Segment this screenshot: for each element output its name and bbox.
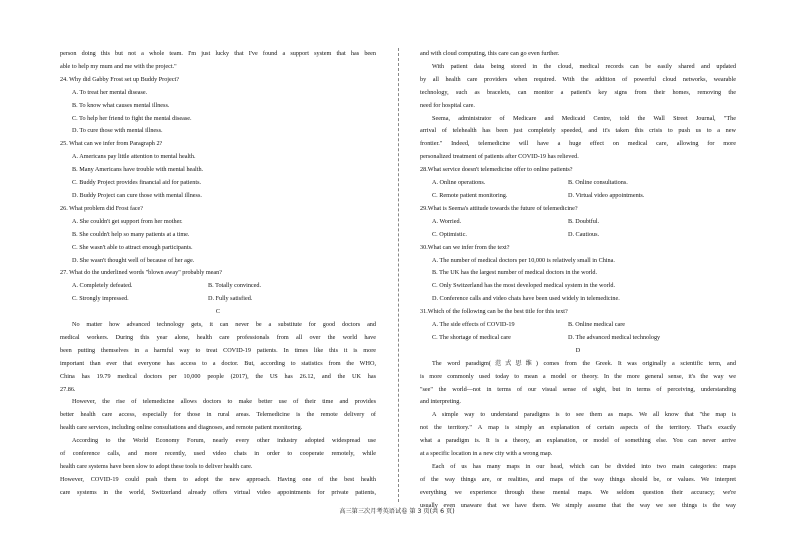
option-a: C. Remote patient monitoring. (432, 191, 508, 199)
left-line: A. To treat her mental disease. (72, 88, 148, 96)
option-a: A. The side effects of COVID-19 (432, 321, 515, 329)
left-line: 27.86. (60, 385, 76, 393)
left-line: China has 19.79 medical doctors per 10,000 people (2017), the US has 26.12, and the UK has (60, 372, 376, 380)
right-line (420, 190, 736, 203)
right-line: D (575, 346, 581, 354)
right-line: Each of us has many maps in our head, which can be divided into two main categories: maps (432, 463, 736, 470)
right-line: 29.What is Seema's attitude towards the future of telemedicine? (420, 204, 578, 212)
left-line: medical workers. During this year alone, health care professionals from all over the world have (60, 333, 376, 341)
option-b: B. Online medical care (568, 321, 626, 329)
left-line: However, the rise of telemedicine allows doctors to make better use of their time and provides (72, 398, 376, 406)
left-line: 25. What can we infer from Paragraph 2? (60, 140, 163, 148)
left-line: B. Many Americans have trouble with mental health. (72, 166, 204, 174)
right-line: A simple way to understand paradigms is to see them as maps. We all know that "the map is (432, 411, 736, 419)
left-line: better health care access, especially for those in rural areas. Telemedicine is the remote delivery of (60, 411, 376, 419)
right-line: at a specific location in a new city with a wrong map. (420, 450, 553, 458)
right-line: by all health care providers when required. With the addition of powerful cloud networks, wearable (420, 75, 736, 83)
right-line: C. Only Switzerland has the most developed medical system in the world. (432, 282, 616, 290)
right-line: 30.What can we infer from the text? (420, 243, 510, 251)
left-line: D. She wasn't thought well of because of her age. (72, 256, 195, 264)
left-line: D. Buddy Project can cure those with mental illness. (72, 191, 202, 199)
right-line: Seema, administrator of Medicare and Medicaid Centre, told the Wall Street Journal, "The (432, 114, 736, 122)
left-line: health care systems have been slow to adopt these tools to deliver health care. (60, 463, 253, 470)
left-line (60, 280, 376, 293)
option-a: A. Worried. (432, 217, 462, 225)
right-line (420, 216, 736, 229)
left-line: of conference calls, and more recently, used video chats in order to cooperate remotely, while (60, 450, 376, 458)
left-line (60, 293, 376, 306)
option-b: B. Doubtful. (568, 217, 600, 225)
left-line: D. To cure those with mental illness. (72, 127, 163, 135)
left-line: B. To know what causes mental illness. (72, 101, 170, 109)
right-line: is more commonly used today to mean a model or theory. In the more general sense, it's the way we (420, 372, 736, 380)
right-line: D. Conference calls and video chats have been used widely in telemedicine. (432, 295, 620, 303)
right-line: personalized treatment of patients after COVID-19 has relieved. (420, 153, 579, 161)
right-line: need for hospital care. (420, 101, 475, 109)
option-b: D. Fully satisfied. (208, 295, 253, 303)
right-line: B. The UK has the largest number of medical doctors in the world. (432, 269, 598, 277)
option-a: A. Online operations. (432, 179, 486, 187)
left-line: 26. What problem did Frost face? (60, 204, 144, 212)
left-line: However, COVID-19 could push them to adopt the new approach. Having one of the best health (60, 475, 376, 483)
right-line: frontier." Indeed, telemedicine will have a huge effect on medical care, allowing for more (420, 140, 736, 148)
left-line: been putting themselves in a harmful way to treat COVID-19 patients. In times like this it is more (60, 346, 376, 354)
left-line: C (215, 308, 221, 316)
right-line: not the territory." A map is simply an explanation of certain aspects of the territory. That's exactly (420, 424, 736, 432)
right-line: and with cloud computing, this care can go even further. (420, 50, 560, 57)
right-line: A. The number of medical doctors per 10,000 is relatively small in China. (432, 256, 615, 264)
left-line: B. She couldn't help so many patients at a time. (72, 230, 190, 238)
left-line: A. Americans pay little attention to mental health. (72, 153, 196, 161)
left-line: 27. What do the underlined words "blown away" probably mean? (60, 269, 222, 277)
option-b: D. Virtual video appointments. (568, 191, 645, 199)
right-line: technology, such as bracelets, can monitor a patient's key signs from their homes, removing the (420, 88, 736, 96)
left-column (60, 48, 376, 500)
left-line: A. She couldn't get support from her mother. (72, 217, 183, 225)
page-footer: 高三第三次月考英语试卷 第 3 页(共 6 页) (339, 508, 455, 515)
column-divider (398, 48, 399, 502)
right-line: The word paradigm(范式思维) comes from the Greek. It was originally a scientific term, and (432, 359, 736, 367)
right-line: arrival of telehealth has been just completely speeded, and it's taken this crisis to push us to a new (420, 127, 736, 135)
right-line: 31.Which of the following can be the best title for this text? (420, 308, 568, 316)
right-line: 28.What service doesn't telemedicine offer to online patients? (420, 166, 573, 174)
right-line: usually even unaware that we have them. We simply assume that the way we see things is the way (420, 501, 736, 509)
right-line: everything we experience through these mental maps. We seldom question their accuracy; we're (420, 488, 736, 496)
option-a: A. Completely defeated. (72, 282, 133, 290)
option-a: C. Strongly impressed. (72, 295, 129, 303)
right-line: what a paradigm is. It is a theory, an explanation, or model of something else. You can never arrive (420, 437, 736, 445)
right-line (420, 229, 736, 242)
right-line: With patient data being stored in the cloud, medical records can be easily shared and updated (432, 62, 736, 70)
right-line: and interpreting. (420, 398, 461, 406)
left-line: person doing this but not a whole team. I'm just lucky that I've found a support system that has been (60, 50, 376, 57)
option-b: D. Cautious. (568, 230, 600, 238)
left-line: care systems in the world, Switzerland already offers virtual video appointments for private patients, (60, 488, 376, 496)
left-line: able to help my mum and me with the project." (60, 62, 177, 70)
right-line: of the way things are, or realities, and maps of the way things should be, or values. We interpret (420, 475, 736, 483)
left-line: C. She wasn't able to attract enough participants. (72, 243, 193, 251)
option-b: D. The advanced medical technology (568, 333, 661, 341)
left-line: important than ever that everyone has access to a doctor. But, according to statistics from the WHO, (60, 359, 376, 367)
right-line (420, 332, 736, 345)
left-line: health care services, including online consultations and diagnoses, and remote patient monitoring. (60, 424, 303, 432)
left-line: No matter how advanced technology gets, it can never be a substitute for good doctors and (72, 321, 376, 329)
left-line: C. Buddy Project provides financial aid for patients. (72, 179, 202, 187)
right-line (420, 177, 736, 190)
left-line: According to the World Economy Forum, nearly every other industry adopted widespread use (72, 437, 376, 445)
right-line (420, 319, 736, 332)
option-b: B. Online consultations. (568, 179, 628, 187)
left-line: C. To help her friend to fight the mental disease. (72, 114, 192, 122)
right-line: "see" the world—not in terms of our visual sense of sight, but in terms of perceiving, understanding (420, 385, 736, 393)
left-line: 24. Why did Gabby Frost set up Buddy Project? (60, 75, 179, 83)
option-a: C. Optimistic. (432, 230, 467, 238)
option-a: C. The shortage of medical care (432, 333, 511, 341)
option-b: B. Totally convinced. (208, 282, 262, 290)
right-column (420, 48, 736, 513)
